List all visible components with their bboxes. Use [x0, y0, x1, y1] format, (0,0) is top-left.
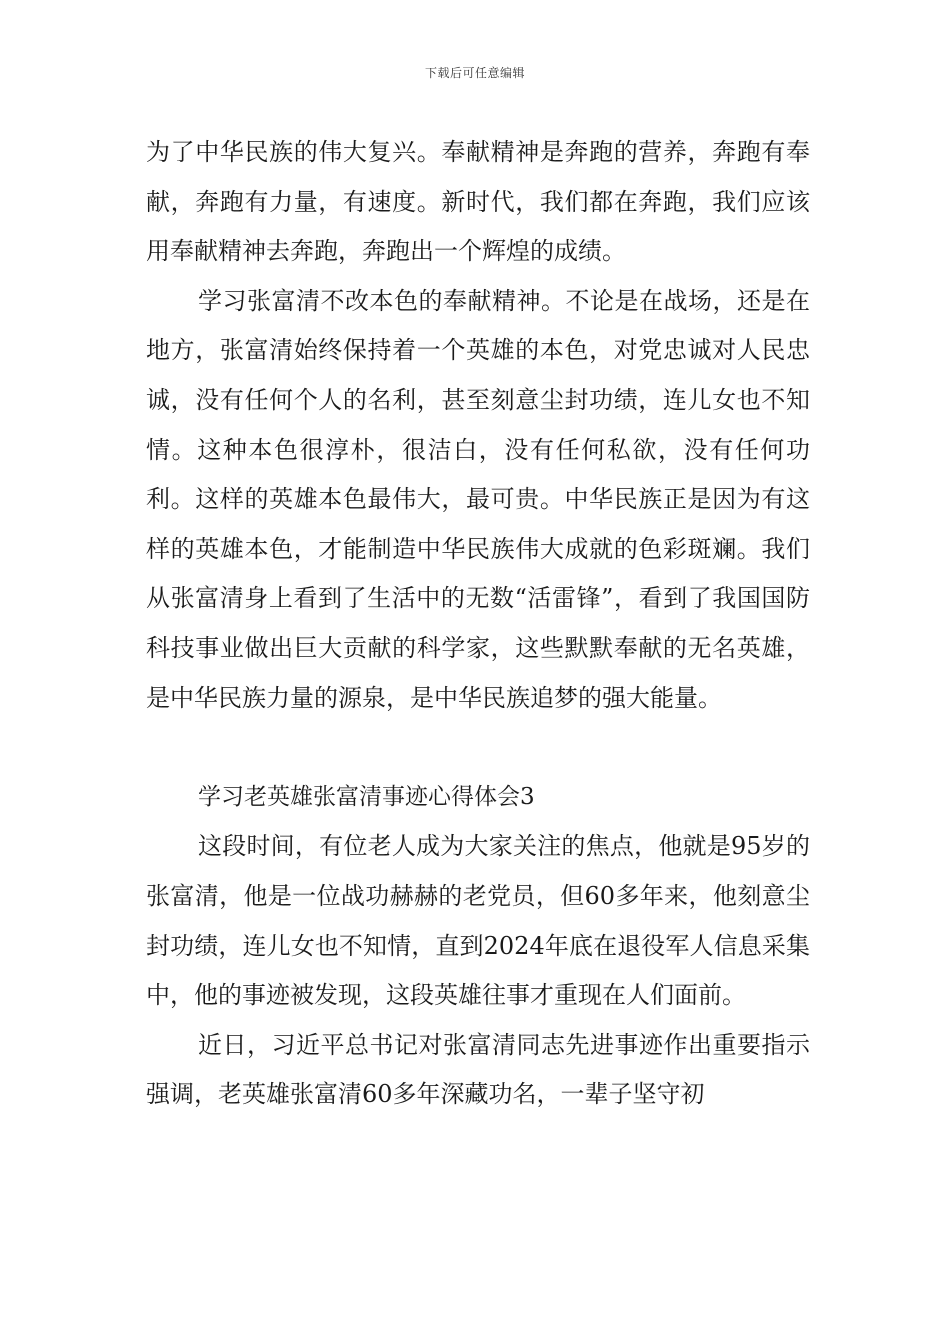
document-body [146, 128, 810, 1120]
paragraph-instruction: 近日，习近平总书记对张富清同志先进事迹作出重要指示强调，老英雄张富清60多年深藏功名，一辈子坚守初 [146, 1030, 810, 1109]
paragraph-continuation: 为了中华民族的伟大复兴。奉献精神是奔跑的营养，奔跑有奉献，奔跑有力量，有速度。新时代，我们都在奔跑，我们应该用奉献精神去奔跑，奔跑出一个辉煌的成绩。 [146, 138, 810, 266]
paragraph-dedication-spirit: 学习张富清不改本色的奉献精神。不论是在战场，还是在地方，张富清始终保持着一个英雄的本色，对党忠诚对人民忠诚，没有任何个人的名利，甚至刻意尘封功绩，连儿女也不知情。这种本色很淳朴，很洁白，没有任何私欲，没有任何功利。这样的英雄本色最伟大，最可贵。中华民族正是因为有这样的英雄本色，才能制造中华民族伟大成就的色彩斑斓。我们从张富清身上看到了生活中的无数“活雷锋”，看到了我国国防科技事业做出巨大贡献的科学家，这些默默奉献的无名英雄，是中华民族力量的源泉，是中华民族追梦的强大能量。 [146, 286, 810, 712]
page-header: 下载后可任意编辑 [424, 66, 525, 80]
section-heading: 学习老英雄张富清事迹心得体会3 [198, 783, 535, 810]
paragraph-intro: 这段时间，有位老人成为大家关注的焦点，他就是95岁的张富清，他是一位战功赫赫的老党员，但60多年来，他刻意尘封功绩，连儿女也不知情，直到2024年底在退役军人信息采集中，他的事迹被发现，这段英雄往事才重现在人们面前。 [146, 832, 810, 1010]
paragraph-spacer [146, 723, 810, 773]
